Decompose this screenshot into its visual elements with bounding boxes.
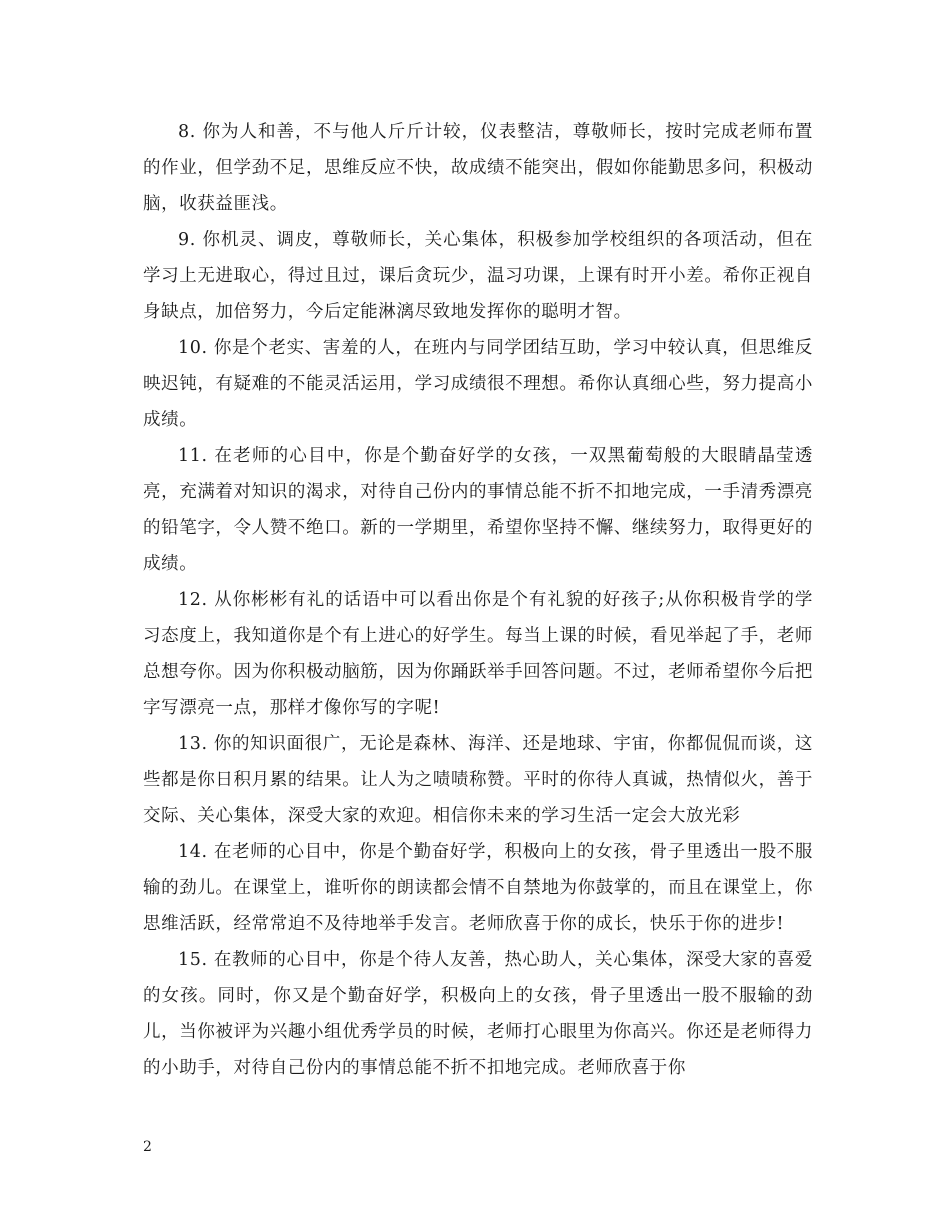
paragraph-12: 12. 从你彬彬有礼的话语中可以看出你是个有礼貌的好孩子;从你积极肯学的学习态度上，我知道你是个有上进心的好学生。每当上课的时候，看见举起了手，老师总想夸你。因为你积极动脑筋，因为你踊跃举手回答问题。不过，老师希望你今后把字写漂亮一点，那样才像你写的字呢! bbox=[143, 590, 813, 718]
paragraph-11: 11. 在老师的心目中，你是个勤奋好学的女孩，一双黑葡萄般的大眼睛晶莹透亮，充满着对知识的渴求，对待自己份内的事情总能不折不扣地完成，一手清秀漂亮的铅笔字，令人赞不绝口。新的一学期里，希望你坚持不懈、继续努力，取得更好的成绩。 bbox=[143, 446, 813, 574]
page-number: 2 bbox=[143, 1139, 152, 1155]
paragraph-10: 10. 你是个老实、害羞的人，在班内与同学团结互助，学习中较认真，但思维反映迟钝，有疑难的不能灵活运用，学习成绩很不理想。希你认真细心些，努力提高小成绩。 bbox=[143, 338, 813, 430]
paragraph-8: 8. 你为人和善，不与他人斤斤计较，仪表整洁，尊敬师长，按时完成老师布置的作业，但学劲不足，思维反应不快，故成绩不能突出，假如你能勤思多问，积极动脑，收获益匪浅。 bbox=[143, 122, 813, 214]
paragraph-9: 9. 你机灵、调皮，尊敬师长，关心集体，积极参加学校组织的各项活动，但在学习上无进取心，得过且过，课后贪玩少，温习功课，上课有时开小差。希你正视自身缺点，加倍努力，今后定能淋漓尽致地发挥你的聪明才智。 bbox=[143, 230, 813, 322]
paragraph-15: 15. 在教师的心目中，你是个待人友善，热心助人，关心集体，深受大家的喜爱的女孩。同时，你又是个勤奋好学，积极向上的女孩，骨子里透出一股不服输的劲儿，当你被评为兴趣小组优秀学员的时候，老师打心眼里为你高兴。你还是老师得力的小助手，对待自己份内的事情总能不折不扣地完成。老师欣喜于你 bbox=[143, 950, 813, 1078]
paragraph-14: 14. 在老师的心目中，你是个勤奋好学，积极向上的女孩，骨子里透出一股不服输的劲儿。在课堂上，谁听你的朗读都会情不自禁地为你鼓掌的，而且在课堂上，你思维活跃，经常常迫不及待地举手发言。老师欣喜于你的成长，快乐于你的进步! bbox=[143, 842, 813, 934]
paragraph-13: 13. 你的知识面很广，无论是森林、海洋、还是地球、宇宙，你都侃侃而谈，这些都是你日积月累的结果。让人为之啧啧称赞。平时的你待人真诚，热情似火，善于交际、关心集体，深受大家的欢迎。相信你未来的学习生活一定会大放光彩 bbox=[143, 734, 813, 826]
document-body bbox=[143, 114, 813, 1086]
